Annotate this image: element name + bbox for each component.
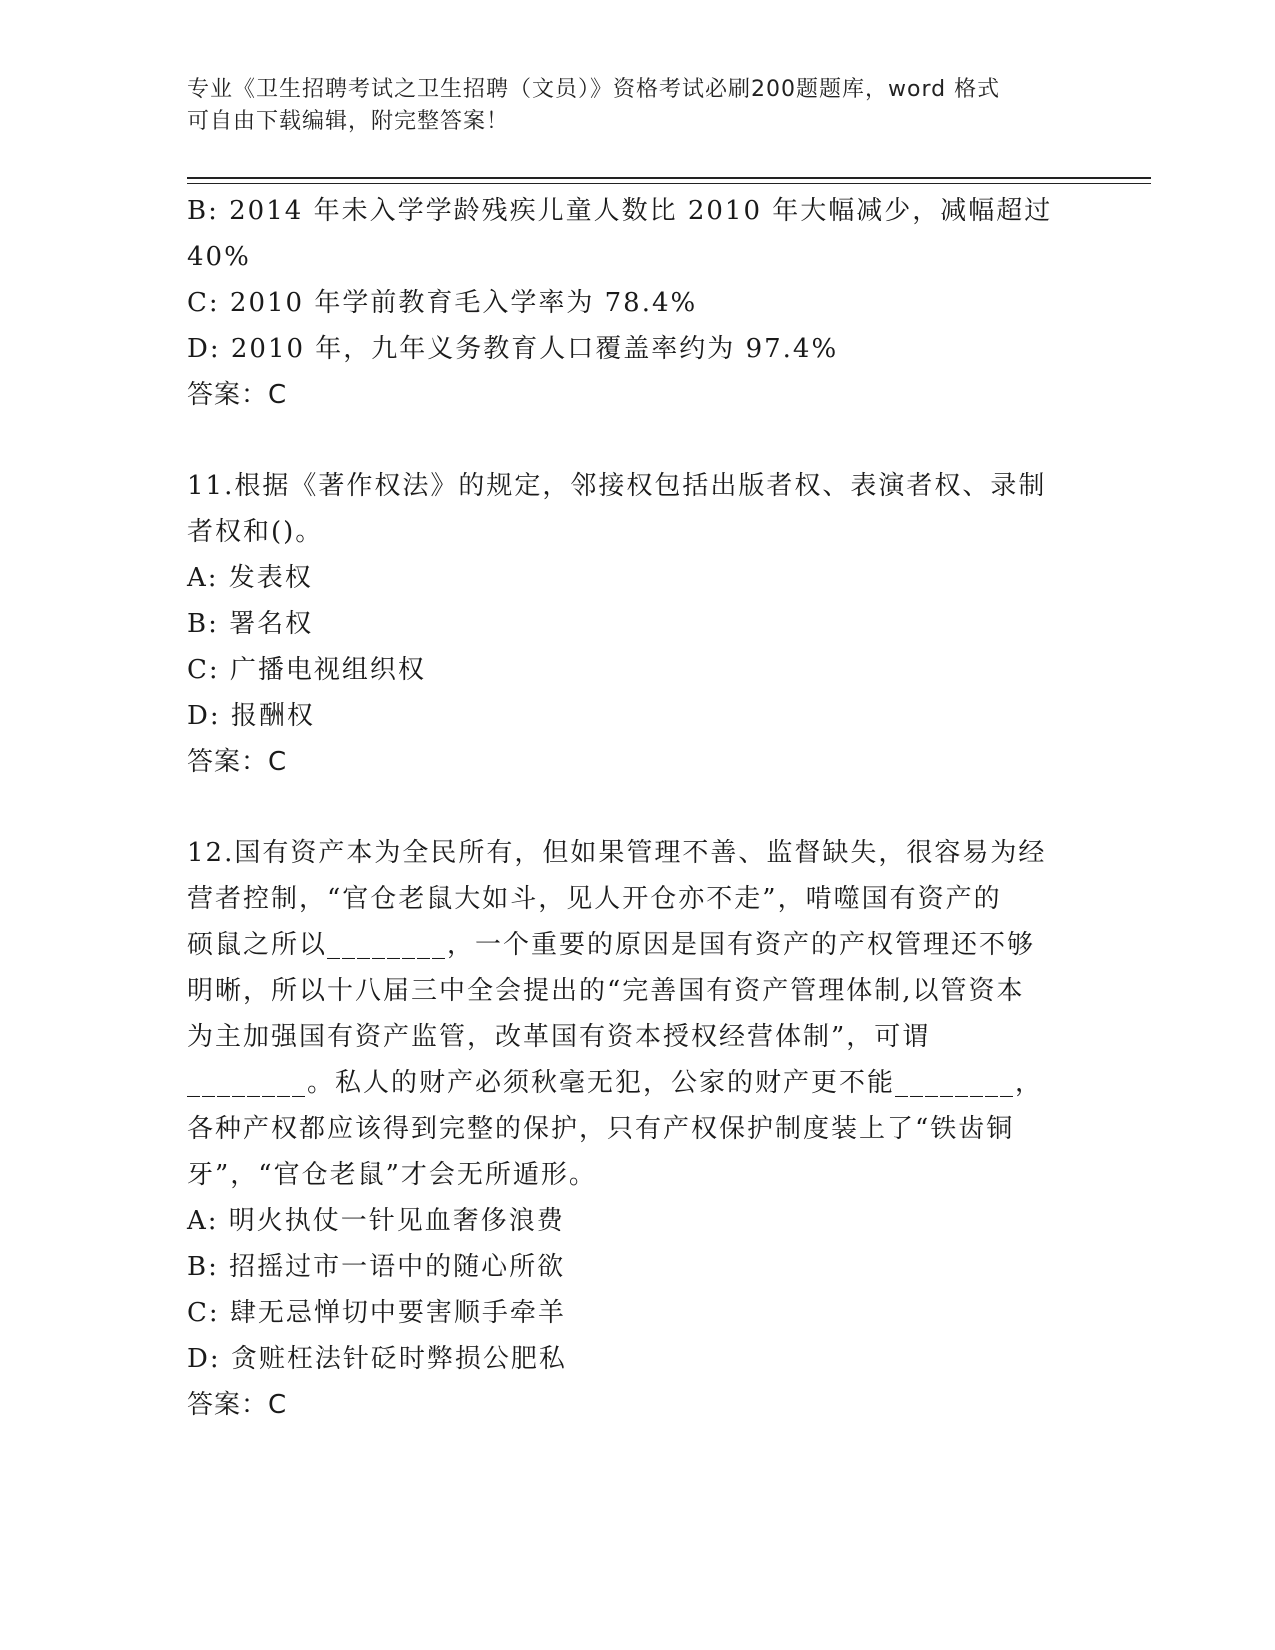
question-10-block bbox=[187, 188, 1087, 418]
q12-option-d: D: 贪赃枉法针砭时弊损公肥私 bbox=[187, 1344, 567, 1374]
header-divider-thick bbox=[187, 177, 1151, 179]
header-title-line-2: 可自由下载编辑，附完整答案！ bbox=[187, 109, 510, 134]
q11-stem-line-1: 11.根据《著作权法》的规定，邻接权包括出版者权、表演者权、录制 bbox=[187, 471, 1047, 501]
q12-option-a: A: 明火执仗一针见血奢侈浪费 bbox=[187, 1206, 565, 1236]
spacer bbox=[187, 785, 1087, 830]
q11-option-c: C: 广播电视组织权 bbox=[187, 655, 426, 685]
q10-option-d: D: 2010 年，九年义务教育人口覆盖率约为 97.4% bbox=[187, 334, 839, 364]
q12-stem-line-8: 牙”，“官仓老鼠”才会无所遁形。 bbox=[187, 1160, 597, 1190]
q10-option-b-line-1: B: 2014 年未入学学龄残疾儿童人数比 2010 年大幅减少，减幅超过 bbox=[187, 196, 1053, 226]
q11-stem-line-2: 者权和()。 bbox=[187, 517, 324, 547]
question-11-block bbox=[187, 463, 1087, 785]
q12-option-b: B: 招摇过市一语中的随心所欲 bbox=[187, 1252, 566, 1282]
document-body bbox=[187, 188, 1087, 1428]
q12-stem-line-2: 营者控制，“官仓老鼠大如斗，见人开仓亦不走”，啃噬国有资产的 bbox=[187, 884, 1002, 914]
q11-answer: 答案：C bbox=[187, 747, 288, 777]
q12-option-c: C: 肆无忌惮切中要害顺手牵羊 bbox=[187, 1298, 566, 1328]
q10-option-c: C: 2010 年学前教育毛入学率为 78.4% bbox=[187, 288, 698, 318]
q10-option-b-line-2: 40% bbox=[187, 242, 251, 272]
q12-stem-line-3: 硕鼠之所以________，一个重要的原因是国有资产的产权管理还不够 bbox=[187, 930, 1036, 960]
q11-option-d: D: 报酬权 bbox=[187, 701, 315, 731]
q12-answer: 答案：C bbox=[187, 1390, 288, 1420]
spacer bbox=[187, 418, 1087, 463]
page-header bbox=[187, 74, 1087, 138]
q12-stem-line-5: 为主加强国有资产监管，改革国有资本授权经营体制”，可谓 bbox=[187, 1022, 931, 1052]
q12-stem-line-7: 各种产权都应该得到完整的保护，只有产权保护制度装上了“铁齿铜 bbox=[187, 1114, 1015, 1144]
q12-stem-line-4: 明晰，所以十八届三中全会提出的“完善国有资产管理体制,以管资本 bbox=[187, 976, 1025, 1006]
q11-option-b: B: 署名权 bbox=[187, 609, 314, 639]
q12-stem-line-1: 12.国有资产本为全民所有，但如果管理不善、监督缺失，很容易为经 bbox=[187, 838, 1047, 868]
question-12-block bbox=[187, 830, 1087, 1428]
header-title-line-1: 专业《卫生招聘考试之卫生招聘（文员）》资格考试必刷200题题库，word 格式 bbox=[187, 77, 1001, 102]
header-divider-thin bbox=[187, 183, 1151, 184]
q10-answer: 答案：C bbox=[187, 380, 288, 410]
q11-option-a: A: 发表权 bbox=[187, 563, 313, 593]
q12-stem-line-6: ________。私人的财产必须秋毫无犯，公家的财产更不能________， bbox=[187, 1068, 1044, 1098]
